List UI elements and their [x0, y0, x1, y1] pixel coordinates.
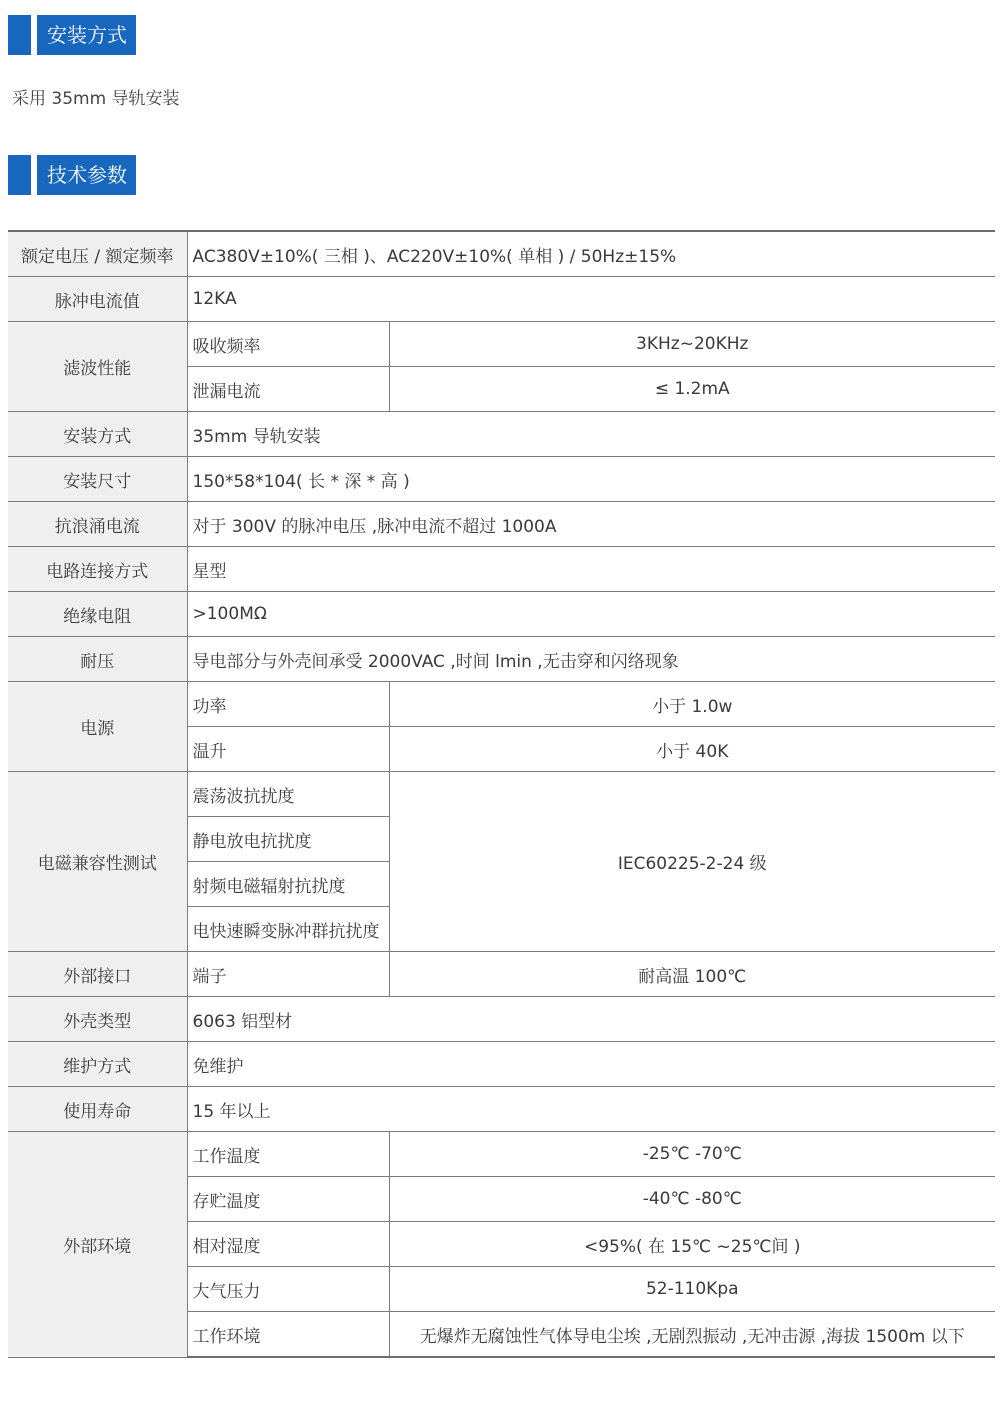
- table-row: [8, 637, 995, 682]
- row-value: 导电部分与外壳间承受 2000VAC ,时间 lmin ,无击穿和闪络现象: [187, 637, 995, 682]
- row-label: 额定电压 / 额定频率: [8, 231, 187, 277]
- row-label: 使用寿命: [8, 1087, 187, 1132]
- section-title-install: 安装方式: [37, 15, 136, 55]
- sub-value: IEC60225-2-24 级: [389, 772, 995, 952]
- sub-label: 大气压力: [187, 1267, 389, 1312]
- sub-value: -40℃ -80℃: [389, 1177, 995, 1222]
- row-label: 维护方式: [8, 1042, 187, 1087]
- row-value: 星型: [187, 547, 995, 592]
- sub-label: 相对湿度: [187, 1222, 389, 1267]
- section-title-tech: 技术参数: [37, 155, 136, 195]
- table-row: [8, 1087, 995, 1132]
- install-description: 采用 35mm 导轨安装: [12, 89, 180, 109]
- sub-label: 工作温度: [187, 1132, 389, 1177]
- sub-value: 小于 1.0w: [389, 682, 995, 727]
- row-value: 免维护: [187, 1042, 995, 1087]
- spec-table: [8, 230, 995, 1358]
- row-label: 脉冲电流值: [8, 277, 187, 322]
- sub-label: 震荡波抗扰度: [187, 772, 389, 817]
- row-label: 外壳类型: [8, 997, 187, 1042]
- table-row: [8, 412, 995, 457]
- sub-label: 温升: [187, 727, 389, 772]
- table-row: [8, 547, 995, 592]
- sub-label: 射频电磁辐射抗扰度: [187, 862, 389, 907]
- section-header-tech: [8, 155, 136, 195]
- row-value: 12KA: [187, 277, 995, 322]
- sub-label: 静电放电抗扰度: [187, 817, 389, 862]
- row-value: 6063 铝型材: [187, 997, 995, 1042]
- row-label: 外部环境: [8, 1132, 187, 1358]
- sub-label: 泄漏电流: [187, 367, 389, 412]
- table-row: [8, 457, 995, 502]
- row-label: 抗浪涌电流: [8, 502, 187, 547]
- sub-value: ≤ 1.2mA: [389, 367, 995, 412]
- sub-label: 存贮温度: [187, 1177, 389, 1222]
- row-label: 外部接口: [8, 952, 187, 997]
- row-label: 绝缘电阻: [8, 592, 187, 637]
- table-row: [8, 682, 995, 727]
- table-row: [8, 1042, 995, 1087]
- table-row: [8, 322, 995, 367]
- table-row: [8, 502, 995, 547]
- table-row: [8, 592, 995, 637]
- row-label: 电路连接方式: [8, 547, 187, 592]
- sub-value: 3KHz~20KHz: [389, 322, 995, 367]
- sub-value: 耐高温 100℃: [389, 952, 995, 997]
- section-header-install: [8, 15, 136, 55]
- sub-label: 电快速瞬变脉冲群抗扰度: [187, 907, 389, 952]
- section-marker: [8, 15, 31, 55]
- table-row: [8, 952, 995, 997]
- sub-label: 工作环境: [187, 1312, 389, 1358]
- sub-label: 功率: [187, 682, 389, 727]
- row-value: 15 年以上: [187, 1087, 995, 1132]
- sub-value: 52-110Kpa: [389, 1267, 995, 1312]
- section-marker: [8, 155, 31, 195]
- table-row: [8, 277, 995, 322]
- table-row: [8, 997, 995, 1042]
- row-label: 安装尺寸: [8, 457, 187, 502]
- sub-label: 端子: [187, 952, 389, 997]
- row-label: 滤波性能: [8, 322, 187, 412]
- sub-value: 小于 40K: [389, 727, 995, 772]
- table-row: [8, 772, 995, 817]
- row-value: 对于 300V 的脉冲电压 ,脉冲电流不超过 1000A: [187, 502, 995, 547]
- sub-label: 吸收频率: [187, 322, 389, 367]
- sub-value: 无爆炸无腐蚀性气体导电尘埃 ,无剧烈振动 ,无冲击源 ,海拔 1500m 以下: [389, 1312, 995, 1358]
- sub-value: -25℃ -70℃: [389, 1132, 995, 1177]
- sub-value: <95%( 在 15℃ ~25℃间 ): [389, 1222, 995, 1267]
- table-row: [8, 1132, 995, 1177]
- row-label: 安装方式: [8, 412, 187, 457]
- row-value: 150*58*104( 长 * 深 * 高 ): [187, 457, 995, 502]
- table-row: [8, 231, 995, 277]
- row-value: 35mm 导轨安装: [187, 412, 995, 457]
- row-label: 电源: [8, 682, 187, 772]
- row-value: >100MΩ: [187, 592, 995, 637]
- row-label: 耐压: [8, 637, 187, 682]
- row-label: 电磁兼容性测试: [8, 772, 187, 952]
- row-value: AC380V±10%( 三相 )、AC220V±10%( 单相 ) / 50Hz±15%: [187, 231, 995, 277]
